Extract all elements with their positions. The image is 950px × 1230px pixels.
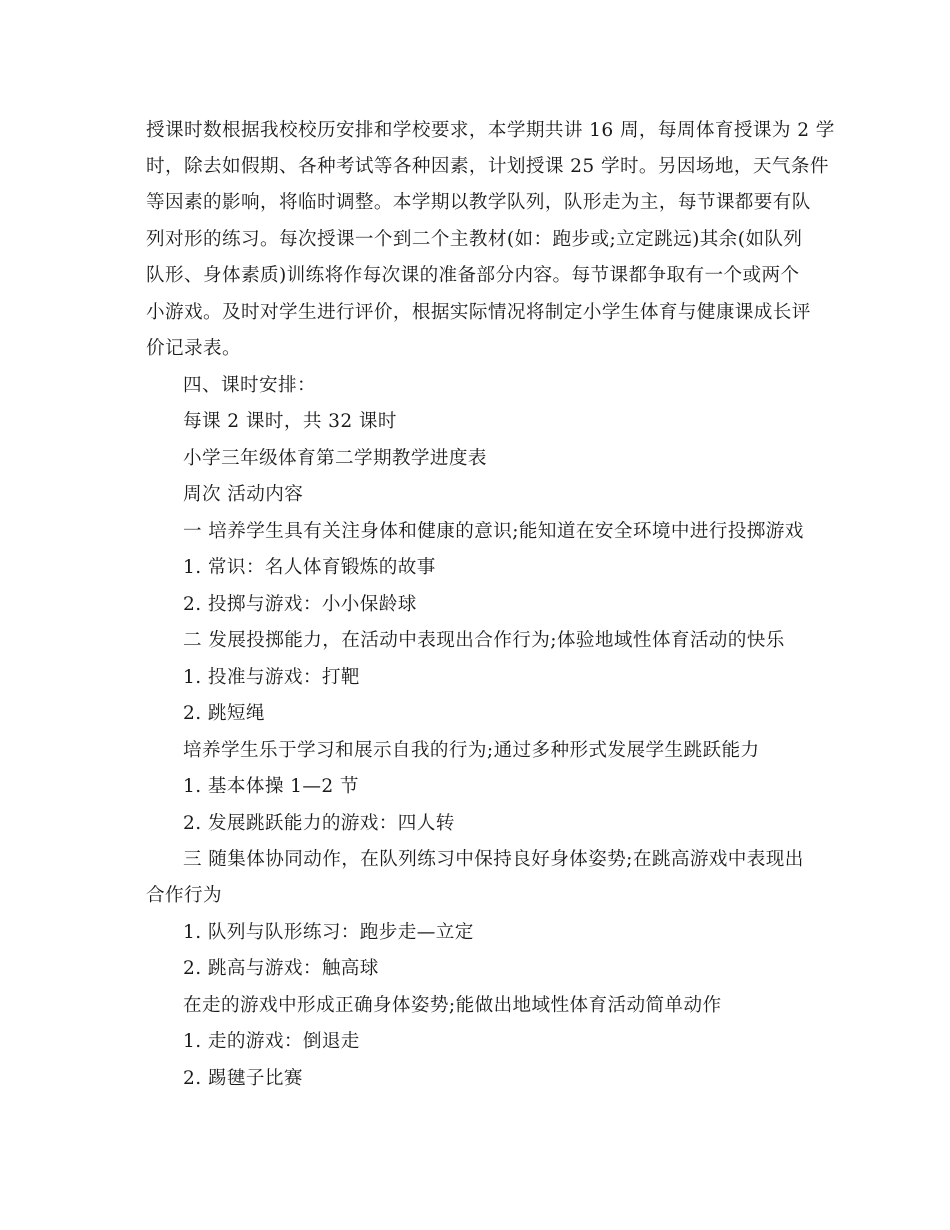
week-goal: 三 随集体协同动作，在队列练习中保持良好身体姿势;在跳高游戏中表现出 xyxy=(183,849,804,870)
paragraph-line: 价记录表。 xyxy=(146,338,241,359)
week-item: 1. 投准与游戏：打靶 xyxy=(183,667,360,688)
week-item: 1. 基本体操 1—2 节 xyxy=(183,776,359,797)
paragraph-line: 时，除去如假期、各种考试等各种因素，计划授课 25 学时。另因场地，天气条件 xyxy=(146,156,829,177)
week-goal: 培养学生乐于学习和展示自我的行为;通过多种形式发展学生跳跃能力 xyxy=(183,740,760,761)
week-goal-continued: 合作行为 xyxy=(146,885,222,906)
week-item: 2. 跳高与游戏：触高球 xyxy=(183,958,379,979)
week-goal: 在走的游戏中形成正确身体姿势;能做出地域性体育活动简单动作 xyxy=(183,995,722,1016)
week-item: 2. 投掷与游戏：小小保龄球 xyxy=(183,594,417,615)
paragraph-line: 队形、身体素质)训练将作每次课的准备部分内容。每节课都争取有一个或两个 xyxy=(146,265,800,286)
paragraph-line: 列对形的练习。每次授课一个到二个主教材(如：跑步或;立定跳远)其余(如队列 xyxy=(146,229,803,250)
schedule-title: 小学三年级体育第二学期教学进度表 xyxy=(183,448,487,469)
paragraph-line: 授课时数根据我校校历安排和学校要求，本学期共讲 16 周，每周体育授课为 2 学 xyxy=(146,120,835,141)
section-heading: 四、课时安排： xyxy=(183,375,316,396)
week-item: 1. 走的游戏：倒退走 xyxy=(183,1031,360,1052)
paragraph-line: 等因素的影响，将临时调整。本学期以教学队列，队形走为主，每节课都要有队 xyxy=(146,192,811,213)
schedule-header: 周次 活动内容 xyxy=(183,484,304,505)
paragraph-line: 小游戏。及时对学生进行评价，根据实际情况将制定小学生体育与健康课成长评 xyxy=(146,302,811,323)
week-item: 1. 队列与队形练习：跑步走—立定 xyxy=(183,922,474,943)
hours-summary: 每课 2 课时，共 32 课时 xyxy=(183,411,397,432)
week-item: 2. 跳短绳 xyxy=(183,703,265,724)
week-item: 2. 发展跳跃能力的游戏：四人转 xyxy=(183,813,455,834)
week-item: 1. 常识：名人体育锻炼的故事 xyxy=(183,557,436,578)
week-goal: 一 培养学生具有关注身体和健康的意识;能知道在安全环境中进行投掷游戏 xyxy=(183,521,804,542)
week-goal: 二 发展投掷能力，在活动中表现出合作行为;体验地域性体育活动的快乐 xyxy=(183,630,785,651)
week-item: 2. 踢毽子比赛 xyxy=(183,1068,303,1089)
